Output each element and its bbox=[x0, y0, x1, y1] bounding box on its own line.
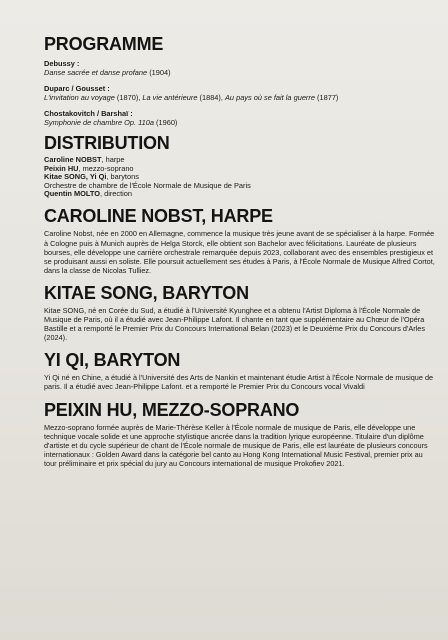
bio-heading-kitae-song: KITAE SONG, BARYTON bbox=[44, 282, 249, 303]
work-entry-debussy bbox=[44, 59, 436, 78]
piece-title: L'invitation au voyage bbox=[44, 93, 115, 103]
distribution-heading: DISTRIBUTION bbox=[44, 133, 170, 154]
performer-role: , mezzo-soprano bbox=[78, 163, 134, 173]
performer-name: Kitae SONG, Yi Qi bbox=[44, 172, 107, 182]
bio-text-caroline-nobst: Caroline Nobst, née en 2000 en Allemagne, commence la musique très jeune avant de se spécialiser à la harpe. Formée à Cologne puis à Munich auprès de Helga Storck, elle obtient son Bachelor avec félicitations. Lauréate de plusieurs bourses, elle développe une carrière orchestrale remarquée depuis 2023, collaborant avec des ensembles prestigieux et se produisant aussi en soliste. Elle poursuit actuellement ses études à Paris, à l'École Normale de Musique Alfred Cortot, dans la classe de Nicolas Tulliez. bbox=[44, 229, 435, 275]
work-pieces bbox=[44, 68, 436, 77]
bio-text-kitae-song: Kitae SONG, né en Corée du Sud, a étudié à l'Université Kyunghee et a obtenu l'Artist Diploma à l'École Normale de Musique de Paris, où il a étudié avec Jean-Philippe Lafont. Il chante en tant que supplémentaire au Chœur de l'Opéra Bastille et a remporté le Premier Prix du Concours International Belan (2023) et le Deuxième Prix du Concours d'Arles (2024). bbox=[44, 305, 426, 343]
performer-name: Caroline NOBST bbox=[44, 155, 102, 165]
work-pieces bbox=[44, 93, 436, 102]
composer-name: Chostakovitch / Barshaï : bbox=[44, 108, 133, 118]
piece-year: (1884), bbox=[197, 93, 225, 103]
piece-year: (1877) bbox=[314, 93, 339, 103]
performer-name: Peixin HU bbox=[44, 163, 79, 173]
bio-heading-peixin-hu: PEIXIN HU, MEZZO-SOPRANO bbox=[44, 399, 300, 420]
performer-name: Quentin MOLTO bbox=[44, 189, 100, 199]
bio-heading-caroline-nobst: CAROLINE NOBST, HARPE bbox=[44, 206, 273, 227]
bio-text-yi-qi: Yi Qi né en Chine, a étudié à l'Université des Arts de Nankin et maintenant étudie Artist à l'École Normale de musique de paris. Il a étudié avec Jean-Philippe Lafont. et a remporté le Premier Prix du Concours vocal Vivaldi bbox=[44, 373, 434, 392]
program-content bbox=[44, 34, 436, 468]
bio-heading-yi-qi: YI QI, BARYTON bbox=[44, 350, 181, 371]
piece-title: La vie antérieure bbox=[142, 93, 198, 103]
piece-title: Danse sacrée et danse profane bbox=[44, 68, 148, 78]
work-entry-duparc bbox=[44, 84, 436, 103]
piece-year: (1904) bbox=[147, 68, 171, 78]
work-entry-chostakovitch bbox=[44, 109, 436, 128]
performer-role: , barytons bbox=[106, 172, 139, 182]
piece-year: (1870), bbox=[114, 93, 143, 103]
piece-title: Symphonie de chambre Op. 110a bbox=[44, 118, 154, 128]
programme-heading: PROGRAMME bbox=[44, 34, 164, 54]
distribution-line bbox=[44, 190, 436, 198]
composer-name: Debussy : bbox=[44, 59, 80, 68]
piece-year: (1960) bbox=[153, 118, 178, 128]
orchestre-name: Orchestre de chambre de l'École Normale de Musique de Paris bbox=[44, 180, 251, 190]
piece-title: Au pays où se fait la guerre bbox=[224, 93, 315, 103]
work-pieces bbox=[44, 118, 436, 127]
composer-name: Duparc / Gousset : bbox=[44, 83, 110, 93]
performer-role: , direction bbox=[99, 189, 133, 199]
bio-text-peixin-hu: Mezzo-soprano formée auprès de Marie-Thérèse Keller à l'École normale de musique de Paris, elle développe une technique vocale solide et une approche stylistique ancrée dans la tradition lyrique européenne. Titulaire d'un diplôme d'artiste et du cycle supérieur de chant de l'École normale de musique de Paris, elle est lauréate de plusieurs concours internationaux : Golden Award dans la catégorie bel canto au Hong Kong International Music Festival, premier prix au tour préliminaire et prix spécial du jury au Concours international de musique Prokofiev 2021. bbox=[44, 422, 428, 468]
performer-role: , harpe bbox=[101, 155, 125, 165]
